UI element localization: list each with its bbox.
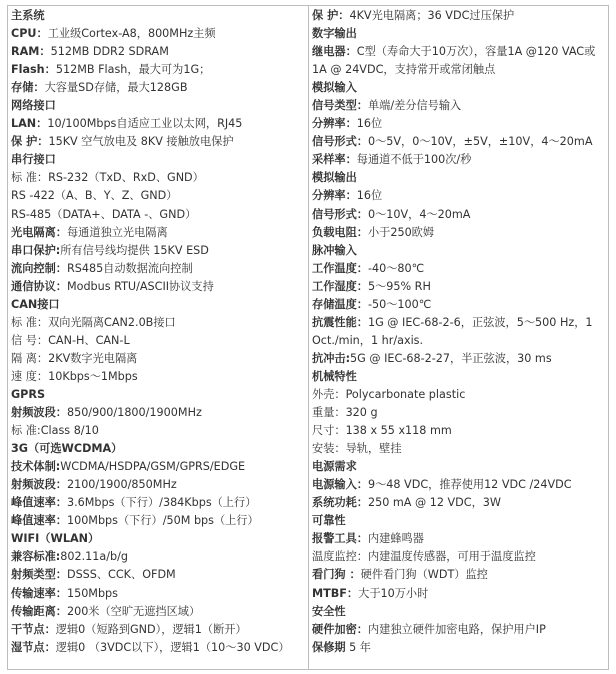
spec-line (11, 242, 305, 260)
spec-key: 模拟输入 (312, 81, 357, 95)
spec-value: 4KV光电隔离；36 VDC过压保护 (349, 9, 515, 22)
spec-key: 流向控制： (11, 261, 67, 275)
spec-line (11, 458, 305, 476)
spec-line (11, 639, 305, 657)
spec-value: -40～80℃ (367, 261, 425, 275)
section-heading (312, 512, 605, 530)
spec-line (11, 224, 305, 242)
spec-line (11, 494, 305, 512)
spec-key: 传输速率： (11, 586, 67, 600)
spec-table (7, 5, 609, 670)
spec-key: 抗冲击: (312, 351, 351, 365)
spec-key: MTBF： (312, 586, 359, 600)
spec-key: 干节点： (11, 622, 56, 636)
spec-key: 工作湿度： (312, 279, 368, 293)
spec-key: CPU： (11, 27, 48, 41)
section-heading (312, 79, 605, 97)
spec-line (312, 115, 605, 133)
spec-value: 0～5V，0～10V，±5V，±10V，4～20mA (367, 135, 593, 149)
spec-value: 9～48 VDC，推荐使用12 VDC /24VDC (367, 478, 572, 492)
section-heading (312, 169, 605, 187)
spec-key: WIFI（WLAN） (11, 532, 100, 546)
spec-key: 继电器： (312, 45, 357, 59)
spec-value: 外壳：Polycarbonate plastic (312, 387, 466, 401)
spec-value: 5～95% RH (367, 279, 431, 293)
spec-line (11, 368, 305, 386)
spec-line (11, 512, 305, 530)
spec-key: 安全性 (312, 604, 346, 618)
spec-value: 硬件看门狗（WDT）监控 (360, 568, 488, 582)
spec-value: 内建蜂鸣器 (367, 532, 424, 546)
spec-key: RAM： (11, 45, 51, 59)
spec-value: 2100/1900/850MHz (66, 478, 177, 492)
spec-line (11, 621, 305, 639)
spec-key: 主系统 (11, 9, 45, 22)
spec-value: 100Mbps（下行）/50M bps（上行） (66, 514, 259, 528)
spec-line (312, 494, 605, 512)
spec-line (11, 422, 305, 440)
spec-value: 5G @ IEC-68-2-27，半正弦波，30 ms (350, 351, 552, 365)
spec-value: 尺寸：138 x 55 x118 mm (312, 424, 452, 438)
spec-line (312, 43, 605, 79)
section-heading (312, 603, 605, 621)
spec-value: 10/100Mbps自适应工业以太网，RJ45 (47, 117, 243, 131)
spec-key: 信号类型： (312, 99, 368, 113)
spec-line (312, 548, 605, 566)
spec-value: 850/900/1800/1900MHz (66, 406, 202, 420)
spec-key: 报警工具： (312, 532, 368, 546)
spec-value: 5 年 (345, 640, 371, 654)
spec-value: 15KV 空气放电及 8KV 接触放电保护 (48, 135, 234, 149)
spec-line (312, 440, 605, 458)
left-column (8, 6, 309, 669)
spec-key: 硬件加密： (312, 622, 368, 636)
spec-key: 串行接口 (11, 153, 56, 167)
spec-key: 信号形式： (312, 207, 368, 221)
spec-line (312, 260, 605, 278)
spec-key: 通信协议： (11, 279, 67, 293)
spec-key: 分辨率： (312, 189, 357, 203)
spec-line (312, 296, 605, 314)
spec-value: 单端/差分信号输入 (367, 99, 462, 113)
spec-line (11, 314, 305, 332)
spec-line (11, 350, 305, 368)
spec-line (11, 566, 305, 584)
spec-line (312, 530, 605, 548)
spec-line (11, 476, 305, 494)
spec-key: 兼容标准: (11, 550, 61, 564)
spec-key: 机械特性 (312, 369, 357, 383)
spec-line (11, 206, 305, 224)
spec-value: 200米（空旷无遮挡区域） (66, 604, 201, 618)
spec-value: 重量：320 g (312, 406, 378, 420)
spec-line (312, 133, 605, 151)
spec-line (312, 422, 605, 440)
section-heading (11, 151, 305, 169)
spec-value: 16位 (356, 189, 383, 203)
section-heading (312, 458, 605, 476)
spec-key: 数字输出 (312, 27, 357, 41)
spec-line (11, 332, 305, 350)
spec-line (312, 639, 605, 657)
spec-key: 电源输入： (312, 478, 368, 492)
spec-key: 湿节点： (11, 640, 56, 654)
spec-key: 保修期 (312, 640, 346, 654)
spec-key: 负载电阻： (312, 225, 368, 239)
spec-key: 脉冲输入 (312, 243, 357, 257)
spec-key: 模拟输出 (312, 171, 357, 185)
spec-line (312, 7, 605, 25)
spec-value: 温度监控：内建温度传感器，可用于温度监控 (312, 550, 536, 564)
spec-value: DSSS、CCK、OFDM (66, 568, 176, 582)
spec-value: RS-485（DATA+、DATA -、GND） (11, 207, 197, 221)
spec-line (312, 314, 605, 350)
section-heading (312, 368, 605, 386)
spec-value: 逻辑0（短路到GND），逻辑1（断开） (55, 622, 247, 636)
spec-line (312, 350, 605, 368)
section-heading (11, 440, 305, 458)
spec-key: 信号形式： (312, 135, 368, 149)
spec-key: 可靠性 (312, 514, 346, 528)
spec-value: 250 mA @ 12 VDC，3W (367, 496, 501, 510)
spec-value: 150Mbps (66, 586, 118, 600)
spec-value: 信 号：CAN-H、CAN-L (11, 333, 130, 347)
spec-value: 3.6Mbps（下行）/384Kbps（上行） (66, 496, 257, 510)
spec-value: 逻辑0 （3VDC以下），逻辑1（10～30 VDC） (55, 640, 290, 654)
spec-line (11, 169, 305, 187)
spec-line (312, 206, 605, 224)
spec-key: 3G（可选WCDMA） (11, 442, 123, 456)
spec-key: LAN： (11, 117, 48, 131)
spec-line (312, 97, 605, 115)
section-heading (312, 25, 605, 43)
spec-line (11, 260, 305, 278)
spec-value: 每通道不低于100次/秒 (356, 153, 472, 167)
spec-line (11, 61, 305, 79)
spec-line (312, 404, 605, 422)
spec-key: 串口保护: (11, 243, 61, 257)
spec-value: 1G @ IEC-68-2-6，正弦波，5～500 Hz，1 Oct./min，1 hr/axis. (312, 315, 593, 347)
spec-line (312, 278, 605, 296)
spec-line (11, 79, 305, 97)
spec-value: 512MB Flash，最大可为1G； (55, 63, 211, 77)
spec-value: 隔 离：2KV数字光电隔离 (11, 351, 138, 365)
spec-line (312, 151, 605, 169)
spec-value: 小于250欧姆 (367, 225, 435, 239)
spec-value: RS -422（A、B、Y、Z、GND） (11, 189, 178, 203)
section-heading (11, 7, 305, 25)
spec-line (11, 548, 305, 566)
spec-value: 每通道独立光电隔离 (66, 225, 168, 239)
spec-line (11, 43, 305, 61)
spec-line (11, 603, 305, 621)
spec-key: CAN接口 (11, 297, 60, 311)
section-heading (11, 97, 305, 115)
right-column (309, 6, 608, 669)
spec-value: RS485自动数据流向控制 (66, 261, 193, 275)
spec-value: Modbus RTU/ASCII协议支持 (66, 279, 214, 293)
spec-line (312, 476, 605, 494)
spec-value: 内建独立硬件加密电路，保护用户IP (367, 622, 546, 636)
spec-key: 采样率： (312, 153, 357, 167)
spec-key: 射频波段： (11, 478, 67, 492)
spec-line (11, 133, 305, 151)
spec-value: 802.11a/b/g (60, 550, 128, 564)
spec-line (11, 115, 305, 133)
spec-value: 0～10V，4～20mA (367, 207, 471, 221)
spec-key: 峰值速率： (11, 514, 67, 528)
spec-value: -50～100℃ (367, 297, 432, 311)
spec-key: 存储： (11, 81, 45, 95)
spec-line (11, 404, 305, 422)
spec-value: WCDMA/HSDPA/GSM/GPRS/EDGE (60, 460, 246, 474)
spec-line (312, 224, 605, 242)
spec-key: 电源需求 (312, 460, 357, 474)
spec-line (312, 187, 605, 205)
spec-value: 大容量SD存储，最大128GB (44, 81, 188, 95)
spec-value: 所有信号线均提供 15KV ESD (60, 243, 209, 257)
spec-key: 技术体制: (11, 460, 61, 474)
spec-key: 峰值速率： (11, 496, 67, 510)
spec-key: 光电隔离： (11, 225, 67, 239)
spec-line (11, 278, 305, 296)
spec-key: 网络接口 (11, 99, 56, 113)
spec-line (11, 585, 305, 603)
spec-key: 保 护： (11, 135, 49, 149)
spec-key: 射频波段： (11, 406, 67, 420)
spec-line (312, 386, 605, 404)
spec-line (11, 187, 305, 205)
spec-key: 存储温度： (312, 297, 368, 311)
spec-line (312, 585, 605, 603)
spec-value: C型（寿命大于10万次），容量1A @120 VAC或1A @ 24VDC，支持常开或常闭触点 (312, 45, 596, 77)
spec-key: 看门狗 ： (312, 568, 361, 582)
spec-value: 16位 (356, 117, 383, 131)
spec-key: Flash： (11, 63, 56, 77)
spec-line (312, 566, 605, 584)
spec-line (11, 25, 305, 43)
spec-value: 标 准:Class 8/10 (11, 424, 99, 438)
spec-key: 抗震性能： (312, 315, 368, 329)
spec-value: 大于10万小时 (358, 586, 429, 600)
spec-value: 标 准：双向光隔离CAN2.0B接口 (11, 315, 176, 329)
spec-value: 512MB DDR2 SDRAM (50, 45, 169, 59)
spec-value: 速 度：10Kbps～1Mbps (11, 369, 138, 383)
spec-line (312, 621, 605, 639)
spec-key: 射频类型： (11, 568, 67, 582)
spec-key: 工作温度： (312, 261, 368, 275)
spec-key: 保 护： (312, 9, 350, 22)
spec-key: 传输距离： (11, 604, 67, 618)
spec-key: 分辨率： (312, 117, 357, 131)
section-heading (11, 296, 305, 314)
section-heading (11, 386, 305, 404)
spec-value: 安装：导轨，壁挂 (312, 442, 402, 456)
section-heading (11, 530, 305, 548)
spec-value: 标 准：RS-232（TxD、RxD、GND） (11, 171, 204, 185)
spec-value: 工业级Cortex-A8，800MHz主频 (47, 27, 216, 41)
section-heading (312, 242, 605, 260)
spec-key: GPRS (11, 387, 46, 401)
spec-key: 系统功耗： (312, 496, 368, 510)
